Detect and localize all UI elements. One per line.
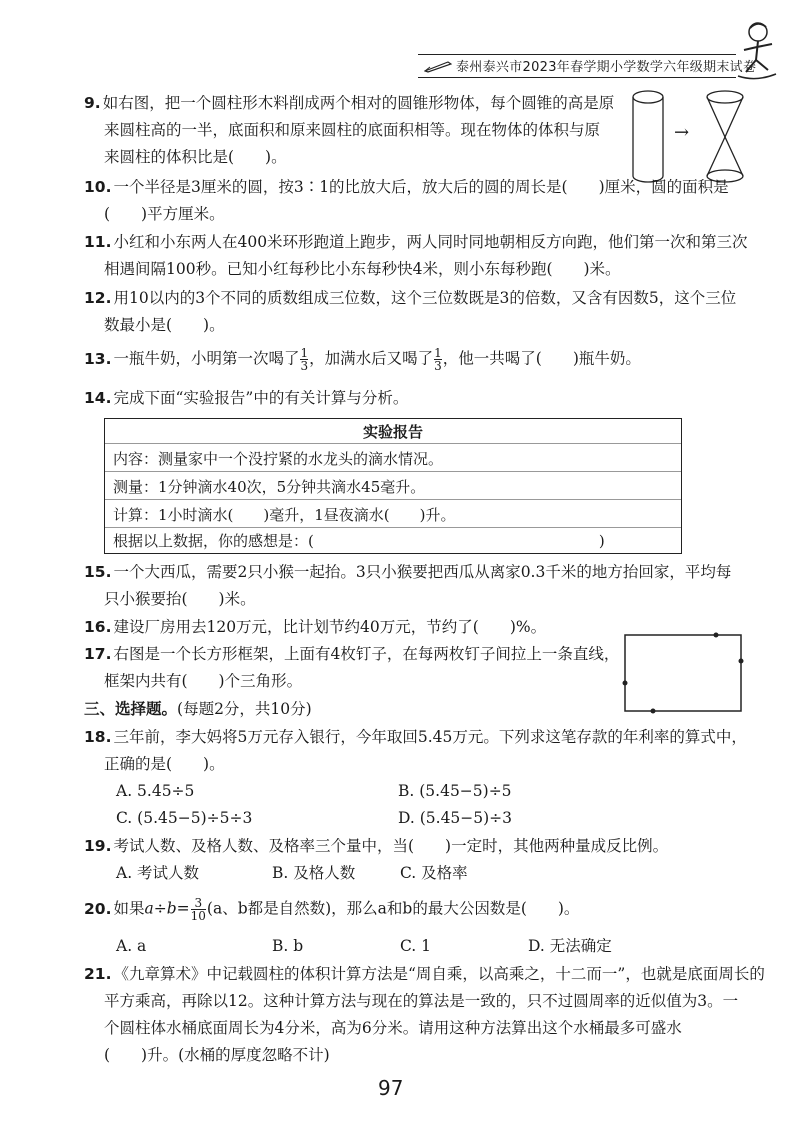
q17-line1: 17. 右图是一个长方形框架，上面有4枚钉子，在每两枚钉子间拉上一条直线， (84, 645, 620, 663)
q17-line2: 框架内共有( )个三角形。 (104, 672, 303, 690)
experiment-report-box (104, 418, 682, 554)
q15-line2: 只小猴要抬( )米。 (104, 590, 256, 608)
q10-line2: ( )平方厘米。 (104, 205, 225, 223)
q20-option-c[interactable]: C. 1 (400, 937, 432, 955)
header-title: 泰州泰兴市2023年春学期小学数学六年级期末试卷 (456, 60, 757, 75)
q20-option-b[interactable]: B. b (272, 937, 304, 955)
report-measure: 测量：1分钟滴水40次，5分钟共滴水45毫升。 (113, 478, 426, 496)
q15-line1: 15. 一个大西瓜，需要2只小猴一起抬。3只小猴要把西瓜从离家0.3千米的地方抬回家，平均每 (84, 563, 732, 581)
q13-line: 13. 一瓶牛奶，小明第一次喝了 $\frac{1}{3}$ ，加满水后又喝了 $\frac{1}{3}$ ，他一共喝了( )瓶牛奶。 (84, 346, 641, 373)
q18-option-c[interactable]: C. (5.45−5)÷5÷3 (116, 809, 253, 827)
q18-option-a[interactable]: A. 5.45÷5 (116, 782, 195, 800)
q18-line1: 18. 三年前，李大妈将5万元存入银行，今年取回5.45万元。下列求这笔存款的年利率的算式中， (84, 728, 747, 746)
report-calc: 计算：1小时滴水( )毫升，1昼夜滴水( )升。 (113, 506, 456, 524)
rectangle-frame-figure (620, 630, 746, 720)
q21-line1: 21. 《九章算术》中记载圆柱的体积计算方法是“周自乘，以高乘之，十二而一”，也就是底面周长的 (84, 965, 765, 983)
q12-line1: 12. 用10以内的3个不同的质数组成三位数，这个三位数既是3的倍数，又含有因数5，这个三位 (84, 289, 737, 307)
q21-line2: 平方乘高，再除以12。这种计算方法与现在的算法是一致的，只不过圆周率的近似值为3。一 (104, 992, 739, 1010)
transform-arrow-icon: → (674, 122, 690, 143)
q19-line: 19. 考试人数、及格人数、及格率三个量中，当( )一定时，其他两种量成反比例。 (84, 837, 669, 855)
q18-option-d[interactable]: D. (5.45−5)÷3 (398, 809, 513, 827)
report-thoughts: 根据以上数据，你的感想是：( ) (113, 532, 605, 550)
report-divider (105, 443, 681, 444)
q21-line4: ( )升。(水桶的厚度忽略不计) (104, 1046, 330, 1064)
report-divider (105, 471, 681, 472)
q11-line1: 11. 小红和小东两人在400米环形跑道上跑步，两人同时同地朝相反方向跑，他们第一次和第三次 (84, 233, 748, 251)
q20-line: 20. 如果a÷b= $\frac{3}{10}$ (a、b都是自然数)，那么a和b的最大公因数是( )。 (84, 896, 580, 923)
q9-line2: 来圆柱高的一半，底面积和原来圆柱的底面积相等。现在物体的体积与原 (104, 121, 601, 139)
fraction-three-tenths: $\frac{3}{10}$ (190, 896, 206, 923)
q19-option-c[interactable]: C. 及格率 (400, 864, 468, 882)
report-title: 实验报告 (362, 423, 423, 441)
q19-option-b[interactable]: B. 及格人数 (272, 864, 356, 882)
q18-line2: 正确的是( )。 (104, 755, 225, 773)
q16-line: 16. 建设厂房用去120万元，比计划节约40万元，节约了( )%。 (84, 618, 547, 636)
report-content: 内容：测量家中一个没拧紧的水龙头的滴水情况。 (113, 450, 444, 468)
q21-line3: 个圆柱体水桶底面周长为4分米，高为6分米。请用这种方法算出这个水桶最多可盛水 (104, 1019, 682, 1037)
q14-line1: 14. 完成下面“实验报告”中的有关计算与分析。 (84, 389, 409, 407)
section3-heading: 三、选择题。(每题2分，共10分) (84, 700, 312, 718)
fraction-one-third: $\frac{1}{3}$ (300, 346, 309, 373)
q19-option-a[interactable]: A. 考试人数 (116, 864, 200, 882)
report-divider (105, 527, 681, 528)
q10-line1: 10. 一个半径是3厘米的圆，按3∶1的比放大后，放大后的圆的周长是( )厘米，圆的面积是 (84, 178, 729, 196)
q20-option-a[interactable]: A. a (116, 937, 147, 955)
q20-option-d[interactable]: D. 无法确定 (528, 937, 612, 955)
q11-line2: 相遇间隔100秒。已知小红每秒比小东每秒快4米，则小东每秒跑( )米。 (104, 260, 621, 278)
q18-option-b[interactable]: B. (5.45−5)÷5 (398, 782, 512, 800)
page-number: 97 (378, 1076, 404, 1100)
q9-line3: 来圆柱的体积比是( )。 (104, 148, 287, 166)
q12-line2: 数最小是( )。 (104, 316, 225, 334)
fraction-one-third: $\frac{1}{3}$ (434, 346, 442, 373)
mascot-illustration (736, 20, 786, 86)
report-divider (105, 499, 681, 500)
q9-line1: 9. 如右图，把一个圆柱形木料削成两个相对的圆锥形物体，每个圆锥的高是原 (84, 94, 615, 112)
